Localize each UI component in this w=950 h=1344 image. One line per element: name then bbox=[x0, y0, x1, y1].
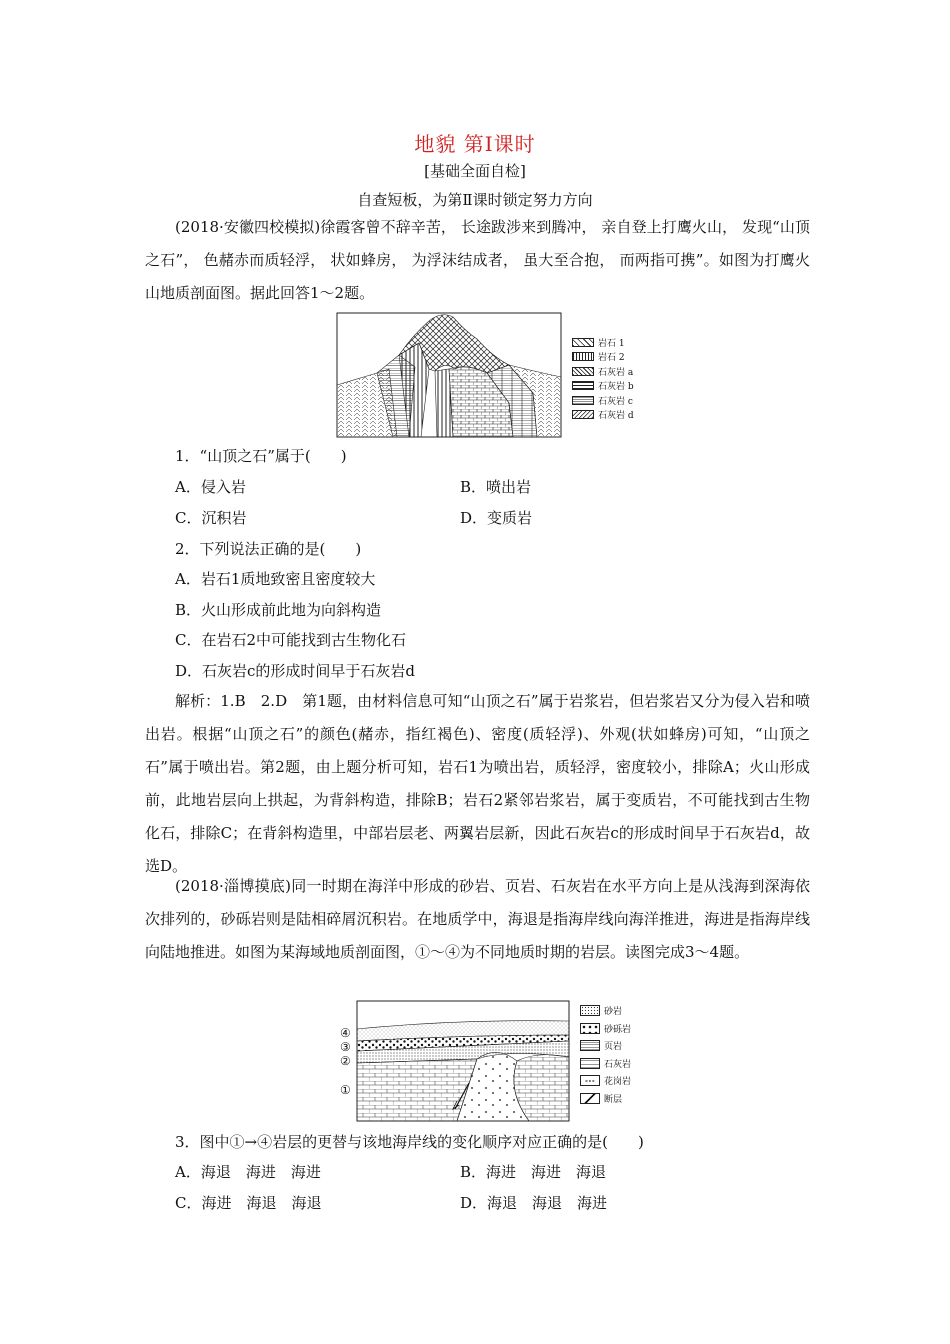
question-3-option-b[interactable]: B．海进 海进 海退 bbox=[460, 1163, 607, 1181]
legend-item-limestone-c: 石灰岩 c bbox=[572, 393, 634, 408]
fault-slash-swatch-icon bbox=[580, 1093, 600, 1104]
legend-item-rock2: 岩石 2 bbox=[572, 350, 634, 365]
question-2-option-c[interactable]: C．在岩石2中可能找到古生物化石 bbox=[175, 631, 407, 649]
layer-labels bbox=[340, 1026, 351, 1097]
vertical-lines-swatch-icon bbox=[572, 352, 594, 361]
section-tagline: 自查短板，为第Ⅱ课时锁定努力方向 bbox=[357, 191, 593, 209]
chevron-swatch-icon bbox=[572, 410, 594, 419]
intro-paragraph-2: (2018·淄博摸底)同一时期在海洋中形成的砂岩、页岩、石灰岩在水平方向上是从浅海到深海依次排列的，砂砾岩则是陆相碎屑沉积岩。在地质学中，海退是指海岸线向海洋推进，海进是指海岸线向陆地推进。如图为某海域地质剖面图，①～④为不同地质时期的岩层。读图完成3～4题。 bbox=[145, 877, 810, 961]
question-1-option-c[interactable]: C．沉积岩 bbox=[175, 509, 247, 527]
figure2-legend bbox=[580, 1002, 631, 1107]
question-3-option-d[interactable]: D．海退 海退 海进 bbox=[460, 1194, 608, 1212]
gravel-swatch-icon bbox=[580, 1023, 600, 1034]
question-2-option-a[interactable]: A．岩石1质地致密且密度较大 bbox=[175, 570, 376, 588]
legend-item-limestone-a: 石灰岩 a bbox=[572, 364, 634, 379]
sea-area-cross-section-figure bbox=[357, 1001, 569, 1121]
question-1-stem: 1．“山顶之石”属于( ) bbox=[175, 447, 347, 465]
analysis-paragraph: 解析：1.B 2.D 第1题，由材料信息可知“山顶之石”属于岩浆岩，但岩浆岩又分为侵入岩和喷出岩。根据“山顶之石”的颜色(赭赤，指红褐色)、密度(质轻浮)、外观(状如蜂房)可知，“山顶之石”属于喷出岩。第2题，由上题分析可知，岩石1为喷出岩，质轻浮，密度较小，排除A；火山形成前，此地岩层向上拱起，为背斜构造，排除B；岩石2紧邻岩浆岩，属于变质岩，不可能找到古生物化石，排除C；在背斜构造里，中部岩层老、两翼岩层新，因此石灰岩c的形成时间早于石灰岩d，故选D。 bbox=[145, 692, 810, 875]
figure1-legend bbox=[572, 335, 634, 422]
question-3-option-c[interactable]: C．海进 海退 海退 bbox=[175, 1194, 322, 1212]
layer-label-2: ② bbox=[340, 1054, 351, 1068]
legend-item-limestone-b: 石灰岩 b bbox=[572, 379, 634, 394]
section-subtitle: [基础全面自检] bbox=[424, 162, 526, 180]
brick-swatch-icon bbox=[580, 1058, 600, 1069]
question-3-stem: 3．图中①→④岩层的更替与该地海岸线的变化顺序对应正确的是( ) bbox=[175, 1133, 644, 1151]
brick-swatch-icon bbox=[572, 381, 594, 390]
dotted-swatch-icon bbox=[580, 1005, 600, 1016]
dashed-lines-swatch-icon bbox=[580, 1040, 600, 1051]
question-3-option-a[interactable]: A．海退 海进 海进 bbox=[175, 1163, 321, 1181]
legend-item-limestone: 石灰岩 bbox=[580, 1055, 631, 1073]
legend-item-conglomerate: 砂砾岩 bbox=[580, 1020, 631, 1038]
layer-label-1: ① bbox=[340, 1083, 351, 1097]
question-1-option-a[interactable]: A．侵入岩 bbox=[175, 478, 246, 496]
question-2-option-b[interactable]: B．火山形成前此地为向斜构造 bbox=[175, 601, 382, 619]
crosshatch-swatch-icon bbox=[572, 338, 594, 347]
page-title: 地貌 第Ⅰ课时 bbox=[414, 132, 536, 156]
legend-item-shale: 页岩 bbox=[580, 1037, 631, 1055]
question-1-option-b[interactable]: B．喷出岩 bbox=[460, 478, 532, 496]
legend-item-sandstone: 砂岩 bbox=[580, 1002, 631, 1020]
legend-item-limestone-d: 石灰岩 d bbox=[572, 408, 634, 423]
legend-item-granite: ∘∘∘ 花岗岩 bbox=[580, 1072, 631, 1090]
horizontal-lines-swatch-icon bbox=[572, 396, 594, 405]
diagonal-swatch-icon bbox=[572, 367, 594, 376]
layer-label-4: ④ bbox=[340, 1026, 351, 1040]
intro-paragraph-1: (2018·安徽四校模拟)徐霞客曾不辞辛苦， 长途跋涉来到腾冲， 亲自登上打鹰火山， 发现“山顶之石”， 色赭赤而质轻浮， 状如蜂房， 为浮沫结成者， 虽大至合抱， 而两指可携”。如图为打鹰火山地质剖面图。据此回答1～2题。 bbox=[145, 218, 810, 302]
question-2-stem: 2．下列说法正确的是( ) bbox=[175, 540, 362, 558]
question-2-option-d[interactable]: D．石灰岩c的形成时间早于石灰岩d bbox=[175, 662, 416, 680]
volcano-cross-section-figure bbox=[337, 313, 561, 437]
question-1-option-d[interactable]: D．变质岩 bbox=[460, 509, 533, 527]
legend-item-rock1: 岩石 1 bbox=[572, 335, 634, 350]
layer-label-3: ③ bbox=[340, 1040, 351, 1054]
legend-item-fault: 断层 bbox=[580, 1090, 631, 1108]
circles-swatch-icon: ∘∘∘ bbox=[580, 1075, 600, 1086]
